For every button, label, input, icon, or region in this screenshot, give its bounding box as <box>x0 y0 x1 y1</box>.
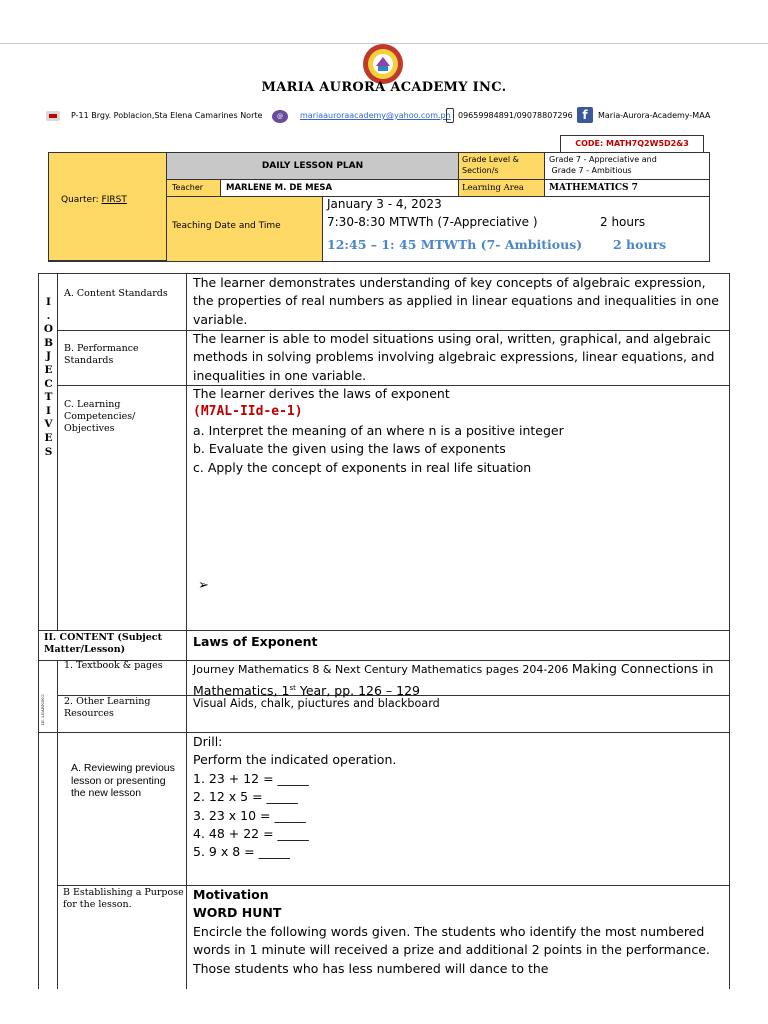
other-resources-text: Visual Aids, chalk, piuctures and blackboard <box>193 697 440 710</box>
content-value: Laws of Exponent <box>193 634 318 649</box>
textbook-label: 1. Textbook & pages <box>64 660 163 671</box>
facebook-page: Maria-Aurora-Academy-MAA <box>598 111 711 120</box>
purpose-label: B Establishing a Purpose for the lesson. <box>63 887 184 910</box>
quarter-value: FIRST <box>101 195 127 205</box>
content-standards-label: A. Content Standards <box>64 288 168 299</box>
quarter-label: Quarter: <box>61 195 102 205</box>
col-divider <box>57 732 58 989</box>
contact-row <box>44 107 744 127</box>
competency-item: b. Evaluate the given using the laws of exponents <box>193 441 506 457</box>
date-line: January 3 - 4, 2023 <box>327 197 442 211</box>
drill-block <box>193 733 725 862</box>
school-name: MARIA AURORA ACADEMY INC. <box>261 80 507 95</box>
teacher-label: Teacher <box>167 180 221 197</box>
competency-item: c. Apply the concept of exponents in real life situation <box>193 459 532 475</box>
phone-numbers: 09659984891/09078807296 <box>458 111 573 120</box>
date-time-label: Teaching Date and Time <box>167 197 323 261</box>
drill-item: 3. 23 x 10 = _____ <box>193 807 306 823</box>
time-line-2-hours: 2 hours <box>613 237 667 252</box>
email-icon: @ <box>272 110 288 123</box>
drill-title: Drill: <box>193 734 223 749</box>
bullet-arrow-icon: ➢ <box>198 578 209 593</box>
facebook-icon: f <box>577 107 593 123</box>
time-line-1: 7:30-8:30 MTWTh (7-Appreciative ) <box>327 215 538 229</box>
phone-icon <box>446 108 454 123</box>
drill-instruction: Perform the indicated operation. <box>193 752 397 768</box>
competencies-block <box>193 385 725 477</box>
competencies-label: C. Learning Competencies/ Objectives <box>64 399 136 434</box>
competencies-intro: The learner derives the laws of exponent <box>193 386 450 401</box>
word-hunt-text: Encircle the following words given. The students who identify the most numbered words in 1 minute will received a prize and additional 2 points in the performance. Those students who has less numbered will dance to the <box>193 923 710 976</box>
competency-code: (M7AL-IId-e-1) <box>193 404 303 420</box>
grade-value <box>545 153 709 180</box>
learning-resources-vertical-label: III. LEARNING <box>40 694 45 726</box>
location-icon <box>46 111 60 121</box>
drill-item: 1. 23 + 12 = _____ <box>193 770 309 786</box>
textbook-text: Journey Mathematics 8 & Next Century Mathematics pages 204-206 Making Connections in Mathematics, 1st Year, pp. 126 – 129 <box>193 661 714 699</box>
word-hunt-title: WORD HUNT <box>193 905 282 921</box>
performance-standards-text: The learner is able to model situations using oral, written, graphical, and algebraic methods in solving problems involving algebraic expressions, linear equations, and inequalities in one variable. <box>193 331 715 383</box>
content-label: II. CONTENT (Subject Matter/Lesson) <box>44 632 162 655</box>
content-standards-text: The learner demonstrates understanding of key concepts of algebraic expression, the properties of real numbers as applied in linear equations and inequalities in one variable. <box>193 275 719 327</box>
address: P-11 Brgy. Poblacion,Sta Elena Camarines Norte <box>71 111 263 120</box>
row-divider <box>38 630 730 631</box>
lesson-code: CODE: MATH7Q2W5D2&3 <box>560 135 704 153</box>
learning-area-value: MATHEMATICS 7 <box>545 180 709 197</box>
time-line-2: 12:45 – 1: 45 MTWTh (7- Ambitious) <box>327 237 583 252</box>
time-line-1-hours: 2 hours <box>600 215 646 229</box>
drill-item: 4. 48 + 22 = _____ <box>193 826 309 842</box>
competency-item: a. Interpret the meaning of an where n is a positive integer <box>193 422 564 438</box>
email-link[interactable]: mariaauroraacademy@yahoo.com.ph <box>300 111 451 120</box>
learning-area-label: Learning Area <box>459 180 545 197</box>
quarter-cell <box>49 153 167 261</box>
teacher-value: MARLENE M. DE MESA <box>221 180 459 197</box>
objectives-vertical-label: I . O B J E C T I V E S <box>43 296 54 458</box>
lesson-plan-header-table <box>48 152 710 262</box>
reviewing-label: A. Reviewing previous lesson or presenting the new lesson <box>71 762 175 799</box>
grade-value-2: Grade 7 - Ambitious <box>549 166 632 175</box>
col-divider <box>57 273 58 630</box>
date-time-value <box>323 197 709 261</box>
motivation-title: Motivation <box>193 887 269 902</box>
col-divider <box>57 660 58 732</box>
top-rule <box>0 0 768 44</box>
drill-item: 2. 12 x 5 = _____ <box>193 789 298 805</box>
grade-value-1: Grade 7 - Appreciative and <box>549 155 657 164</box>
drill-item: 5. 9 x 8 = _____ <box>193 844 290 860</box>
motivation-block <box>193 886 725 978</box>
other-resources-label: 2. Other Learning Resources <box>64 696 151 719</box>
grade-label: Grade Level & Section/s <box>459 153 545 180</box>
col-divider <box>186 273 187 989</box>
performance-standards-label: B. Performance Standards <box>64 343 139 366</box>
plan-title: DAILY LESSON PLAN <box>167 153 459 180</box>
